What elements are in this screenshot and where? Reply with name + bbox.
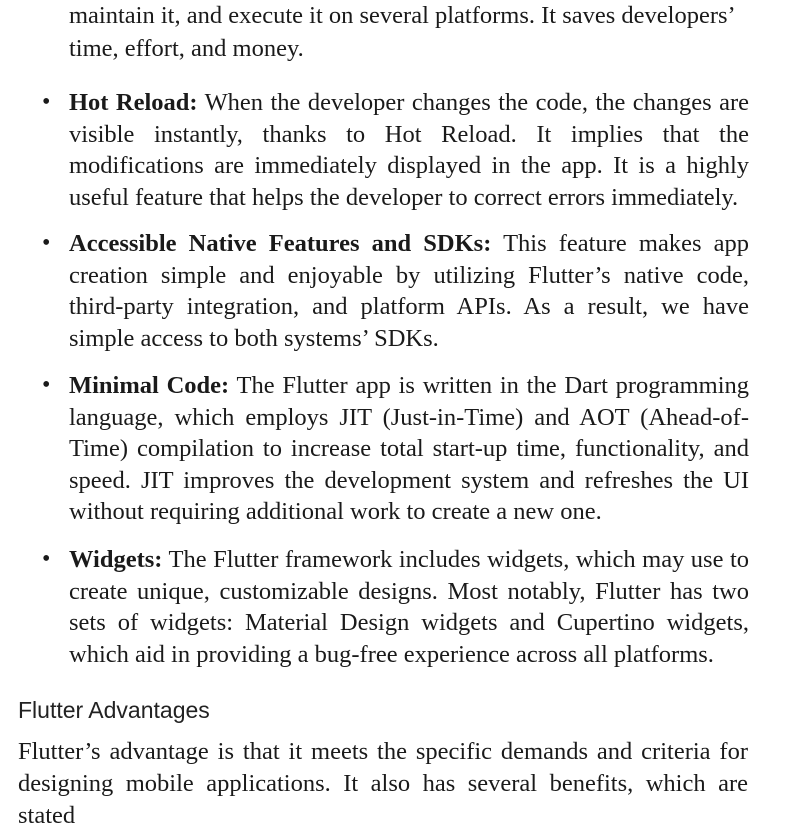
bullet-text: This feature makes app creation simple and enjoyable by utilizing Flutter’s native code, third-party integration, and platform APIs. As a result, we have simple access to both systems’ SDKs. [69, 230, 749, 352]
bullet-text: When the developer changes the code, the changes are visible instantly, thanks to Hot Reload. It implies that the modifications are immediately displayed in the app. It is a highly useful feature that helps the developer to correct errors immediately. [69, 89, 750, 211]
bullet-icon: • [42, 230, 51, 256]
bullet-item-hot-reload [42, 87, 750, 213]
bullet-item-widgets [42, 544, 750, 670]
bullet-icon: • [42, 546, 51, 572]
bullet-icon: • [42, 89, 51, 115]
bullet-item-minimal-code [42, 370, 750, 528]
continuation-line-2: time, effort, and money. [69, 35, 304, 62]
section-paragraph: Flutter’s advantage is that it meets the specific demands and criteria for designing mobile applications. It also has several benefits, which are stated [18, 738, 748, 829]
continuation-line-1: maintain it, and execute it on several platforms. It saves developers’ [69, 2, 736, 29]
bullet-text: The Flutter framework includes widgets, which may use to create unique, customizable designs. Most notably, Flutter has two sets of widgets: Material Design widgets and Cupertino widgets, which aid in providing a bug-free experience across all platforms. [69, 546, 750, 668]
bullet-term: Widgets: [69, 546, 163, 573]
section-heading: Flutter Advantages [18, 697, 210, 723]
bullet-icon: • [42, 372, 51, 398]
bullet-text: The Flutter app is written in the Dart programming language, which employs JIT (Just-in-Time) and AOT (Ahead-of-Time) compilation to increase total start-up time, functionality, and speed. JIT improves the development system and refreshes the UI without requiring additional work to create a new one. [69, 372, 750, 525]
bullet-term: Hot Reload: [69, 89, 198, 116]
bullet-term: Accessible Native Features and SDKs: [69, 230, 492, 257]
bullet-item-native-features [42, 228, 749, 354]
bullet-term: Minimal Code: [69, 372, 230, 399]
